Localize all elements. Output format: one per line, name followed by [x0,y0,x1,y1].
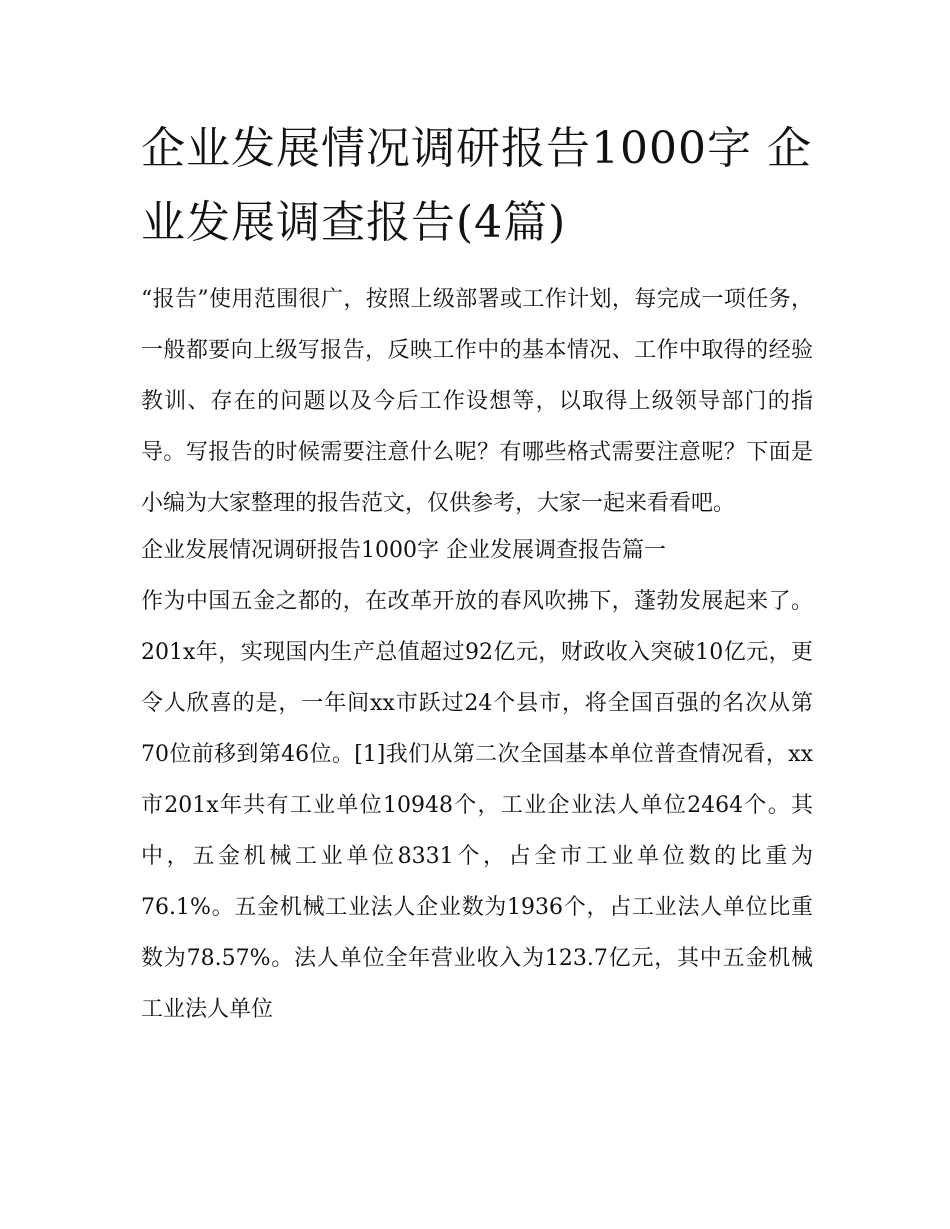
section-body-paragraph: 作为中国五金之都的，在改革开放的春风吹拂下，蓬勃发展起来了。201x年，实现国内生产总值超过92亿元，财政收入突破10亿元，更令人欣喜的是，一年间xx市跃过24个县市，将全国百强的名次从第70位前移到第46位。[1]我们从第二次全国基本单位普查情况看，xx市201x年共有工业单位10948个，工业企业法人单位2464个。其中，五金机械工业单位8331个，占全市工业单位数的比重为76.1%。五金机械工业法人企业数为1936个，占工业法人单位比重数为78.57%。法人单位全年营业收入为123.7亿元，其中五金机械工业法人单位 [141,589,813,1022]
document-title: 企业发展情况调研报告1000字 企业发展调查报告(4篇) [141,123,812,248]
section-heading: 企业发展情况调研报告1000字 企业发展调查报告篇一 [141,538,666,563]
intro-paragraph: “报告”使用范围很广，按照上级部署或工作计划，每完成一项任务，一般都要向上级写报告，反映工作中的基本情况、工作中取得的经验教训、存在的问题以及今后工作设想等，以取得上级领导部门的指导。写报告的时候需要注意什么呢？有哪些格式需要注意呢？下面是小编为大家整理的报告范文，仅供参考，大家一起来看看吧。 [141,287,813,516]
document-page [141,112,813,1035]
